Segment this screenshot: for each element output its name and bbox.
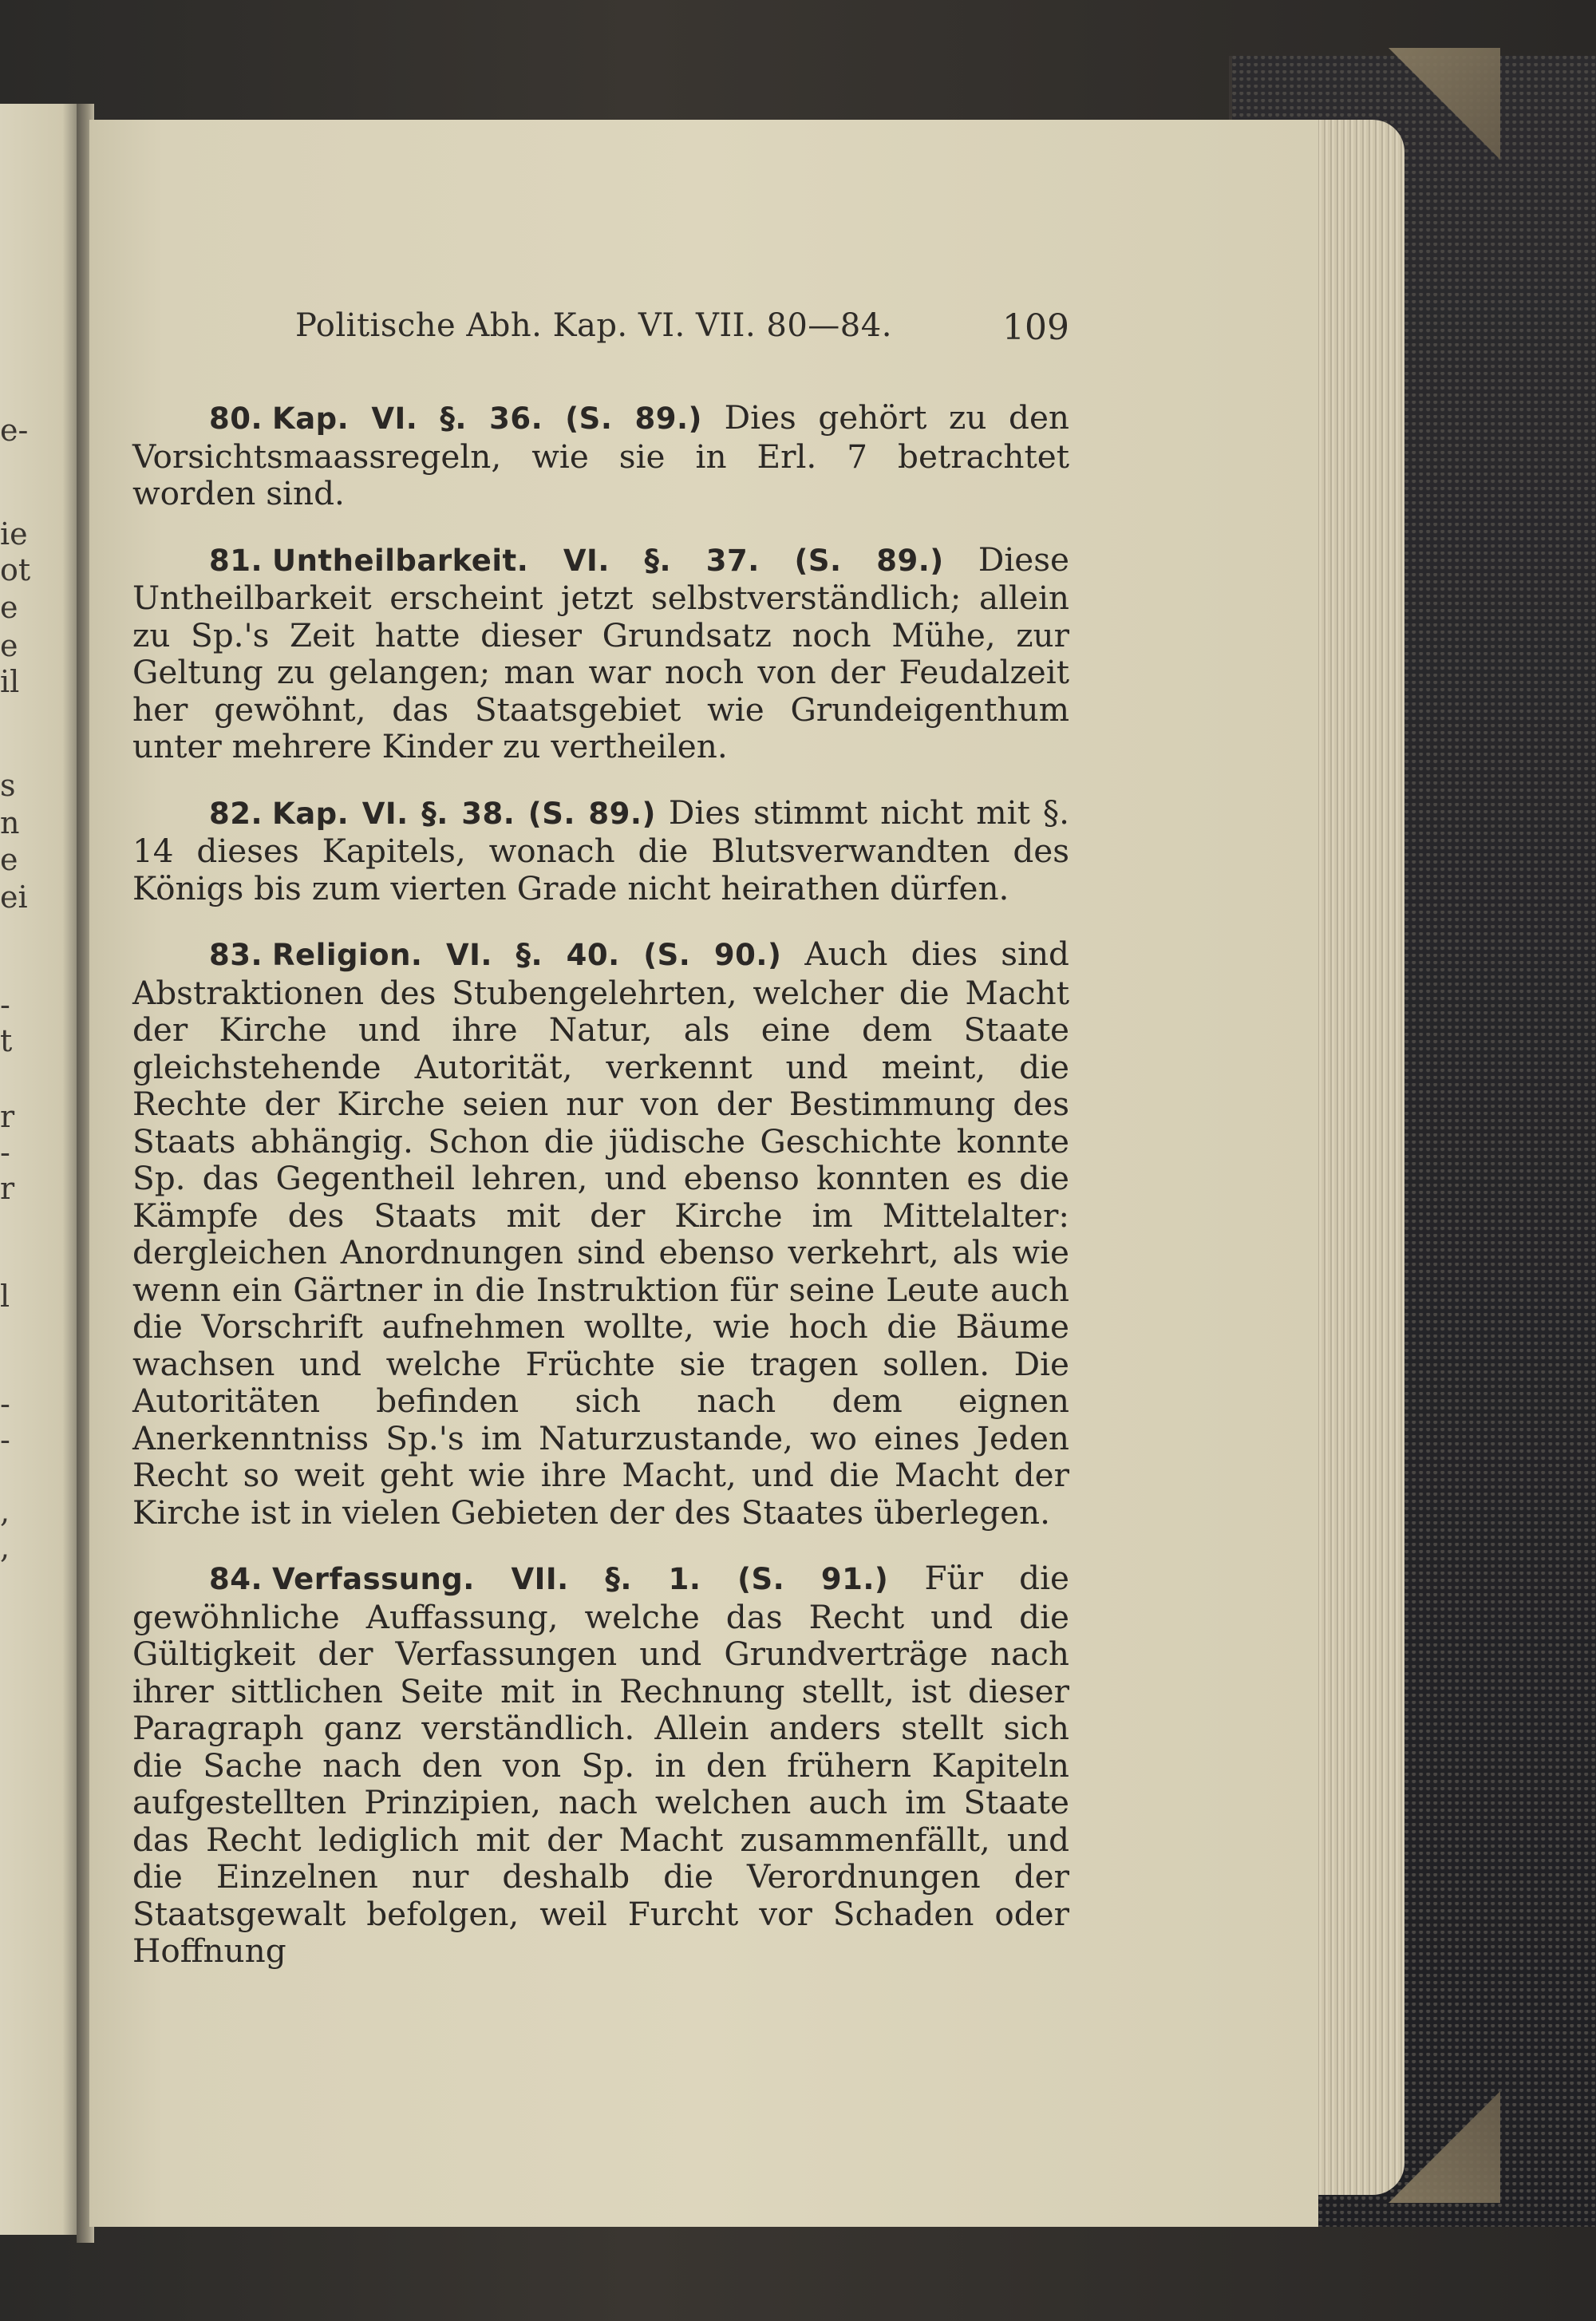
facing-page — [0, 104, 78, 2235]
facing-page-fragment: n — [0, 805, 20, 840]
note-81 — [132, 541, 1069, 765]
note-reference: Verfassung. VII. §. 1. (S. 91.) — [272, 1562, 889, 1596]
note-reference: Kap. VI. §. 36. (S. 89.) — [272, 401, 702, 436]
note-reference: Kap. VI. §. 38. (S. 89.) — [272, 796, 656, 831]
note-text: Dies gehört zu den Vorsichtsmaassregeln, wie sie in Erl. 7 betrachtet worden sind. — [132, 398, 1070, 512]
page-edges — [1309, 120, 1404, 2195]
note-text: Auch dies sind Abstraktionen des Stubengelehrten, welcher die Macht der Kirche und ihre Natur, als eine dem Staate gleichstehende Autorität, verkennt und meint, die Rechte der Kirche seien nur von der Bestimmung des Staats abhängig. Schon die jüdische Geschichte konnte Sp. das Gegentheil lehren, und ebenso konnten es die Kämpfe des Staats mit der Kirche im Mittelalter: dergleichen Anordnungen sind ebenso verkehrt, als wie wenn ein Gärtner in die Instruktion für seine Leute auch die Vorschrift aufnehmen wollte, wie hoch die Bäume wachsen und welche Früchte sie tragen sollen. Die Autoritäten befinden sich nach dem eignen Anerkenntniss Sp.'s im Naturzustande, wo eines Jeden Recht so weit geht wie ihre Macht, und die Macht der Kirche ist in vielen Gebieten der des Staates überlegen. — [132, 935, 1069, 1532]
facing-page-fragment: e- — [0, 413, 29, 448]
facing-page-fragment: s — [0, 768, 16, 803]
note-84 — [132, 1560, 1069, 1970]
note-text: Dies stimmt nicht mit §. 14 dieses Kapitels, wonach die Blutsverwandten des Königs bis zum vierten Grade nicht heirathen dürfen. — [132, 793, 1069, 907]
facing-page-fragment: e — [0, 628, 18, 663]
facing-page-fragment: e — [0, 590, 18, 625]
note-80 — [132, 399, 1069, 512]
facing-page-fragment: r — [0, 1099, 15, 1134]
note-reference: Untheilbarkeit. VI. §. 37. (S. 89.) — [272, 543, 944, 578]
note-82 — [132, 794, 1069, 907]
note-83 — [132, 935, 1069, 1531]
facing-page-fragment: ei — [0, 880, 28, 915]
running-head — [295, 307, 1069, 355]
facing-page-fragment: r — [0, 1171, 15, 1206]
facing-page-fragment: l — [0, 1279, 10, 1314]
note-number: 84. — [209, 1562, 263, 1596]
facing-page-fragment: ie — [0, 516, 28, 552]
note-text: Diese Untheilbarkeit erscheint jetzt selbstverständlich; allein zu Sp.'s Zeit hatte dieser Grundsatz noch Mühe, zur Geltung zu gelangen; man war noch von der Feudalzeit her gewöhnt, das Staatsgebiet wie Grundeigenthum unter mehrere Kinder zu vertheilen. — [132, 540, 1069, 765]
note-reference: Religion. VI. §. 40. (S. 90.) — [272, 938, 782, 972]
page-body — [132, 399, 1069, 1999]
note-number: 81. — [209, 543, 263, 578]
running-head-title: Politische Abh. Kap. VI. VII. 80—84. — [295, 307, 892, 344]
facing-page-fragment: e — [0, 842, 18, 877]
facing-page-fragment: , — [0, 1530, 10, 1565]
facing-page-fragment: - — [0, 1386, 10, 1421]
facing-page-fragment: t — [0, 1023, 13, 1058]
facing-page-fragment: - — [0, 1135, 10, 1170]
note-number: 80. — [209, 401, 263, 436]
note-number: 83. — [209, 938, 263, 972]
facing-page-fragment: - — [0, 987, 10, 1022]
facing-page-fragment: , — [0, 1494, 10, 1529]
facing-page-fragment: il — [0, 664, 20, 699]
note-number: 82. — [209, 796, 263, 831]
page-number: 109 — [1002, 307, 1069, 348]
facing-page-fragment: - — [0, 1422, 10, 1457]
note-text: Für die gewöhnliche Auffassung, welche das Recht und die Gültigkeit der Verfassungen und Grundverträge nach ihrer sittlichen Seite mit in Rechnung stellt, ist dieser Paragraph ganz verständlich. Allein anders stellt sich die Sache nach den von Sp. in den frühern Kapiteln aufgestellten Prinzipien, nach welchen auch im Staate das Recht lediglich mit der Macht zusammenfällt, und die Einzelnen nur deshalb die Verordnungen der Staatsgewalt befolgen, weil Furcht vor Schaden oder Hoffnung — [132, 1559, 1069, 1970]
facing-page-fragment: ot — [0, 552, 31, 587]
